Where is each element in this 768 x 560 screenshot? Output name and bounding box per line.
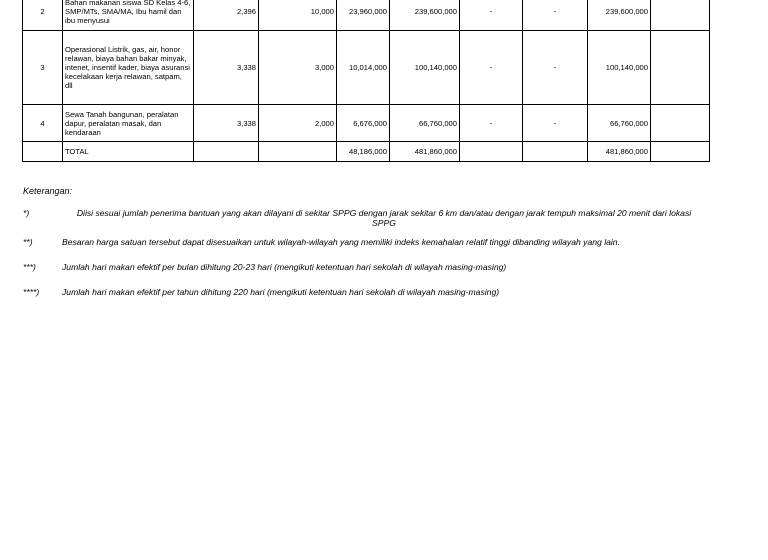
- empty-cell: [460, 142, 523, 162]
- note-marker: *): [23, 208, 30, 218]
- empty-cell: [194, 142, 259, 162]
- cell-value: -: [460, 31, 523, 105]
- cell-value: 239,600,000: [390, 0, 460, 31]
- cell-value: 6,676,000: [337, 105, 390, 142]
- total-value: 48,186,000: [337, 142, 390, 162]
- budget-table: [22, 0, 710, 162]
- cell-value: 3,338: [194, 31, 259, 105]
- table-row: [23, 0, 710, 31]
- table-row: [23, 105, 710, 142]
- cell-value: -: [523, 31, 588, 105]
- total-label: TOTAL: [63, 142, 194, 162]
- note-text: Besaran harga satuan tersebut dapat disesuaikan untuk wilayah-wilayah yang memiliki indeks kemahalan relatif tinggi dibanding wilayah yang lain.: [62, 237, 620, 247]
- cell-value: 100,140,000: [390, 31, 460, 105]
- cell-value: [651, 31, 710, 105]
- cell-value: 3,338: [194, 105, 259, 142]
- cell-value: [651, 105, 710, 142]
- notes-title: Keterangan:: [23, 186, 73, 196]
- row-number: 3: [23, 31, 63, 105]
- cell-value: 10,014,000: [337, 31, 390, 105]
- row-description: Bahan makanan siswa SD Kelas 4-6, SMP/MTs, SMA/MA, Ibu hamil dan ibu menyusui: [63, 0, 194, 31]
- cell-value: 239,600,000: [588, 0, 651, 31]
- total-value: 481,860,000: [588, 142, 651, 162]
- row-number: 2: [23, 0, 63, 31]
- cell-value: 10,000: [259, 0, 337, 31]
- empty-cell: [23, 142, 63, 162]
- total-value: 481,860,000: [390, 142, 460, 162]
- row-description: Sewa Tanah bangunan, peralatan dapur, peralatan masak, dan kendaraan: [63, 105, 194, 142]
- row-description: Operasional Listrik, gas, air, honor relawan, biaya bahan bakar minyak, intenet, insentif kader, biaya asuransi kecelakaan kerja relawan, satpam, dll: [63, 31, 194, 105]
- cell-value: 66,760,000: [588, 105, 651, 142]
- cell-value: 66,760,000: [390, 105, 460, 142]
- note-marker: **): [23, 237, 33, 247]
- cell-value: -: [460, 105, 523, 142]
- note-text: Jumlah hari makan efektif per bulan dihitung 20-23 hari (mengikuti ketentuan hari sekolah di wilayah masing-masing): [62, 262, 507, 272]
- cell-value: -: [523, 0, 588, 31]
- row-number: 4: [23, 105, 63, 142]
- cell-value: [651, 0, 710, 31]
- cell-value: 3,000: [259, 31, 337, 105]
- total-row: [23, 142, 710, 162]
- note-marker: ****): [23, 287, 40, 297]
- empty-cell: [651, 142, 710, 162]
- note-text: Diisi sesuai jumlah penerima bantuan yang akan dilayani di sekitar SPPG dengan jarak sekitar 6 km dan/atau dengan jarak tempuh maksimal 20 menit dari lokasi SPPG: [76, 208, 692, 228]
- empty-cell: [259, 142, 337, 162]
- note-marker: ***): [23, 262, 36, 272]
- note-text: Jumlah hari makan efektif per tahun dihitung 220 hari (mengikuti ketentuan hari sekolah di wilayah masing-masing): [62, 287, 500, 297]
- cell-value: -: [523, 105, 588, 142]
- table-row: [23, 31, 710, 105]
- cell-value: 2,000: [259, 105, 337, 142]
- cell-value: 23,960,000: [337, 0, 390, 31]
- cell-value: -: [460, 0, 523, 31]
- cell-value: 2,396: [194, 0, 259, 31]
- cell-value: 100,140,000: [588, 31, 651, 105]
- empty-cell: [523, 142, 588, 162]
